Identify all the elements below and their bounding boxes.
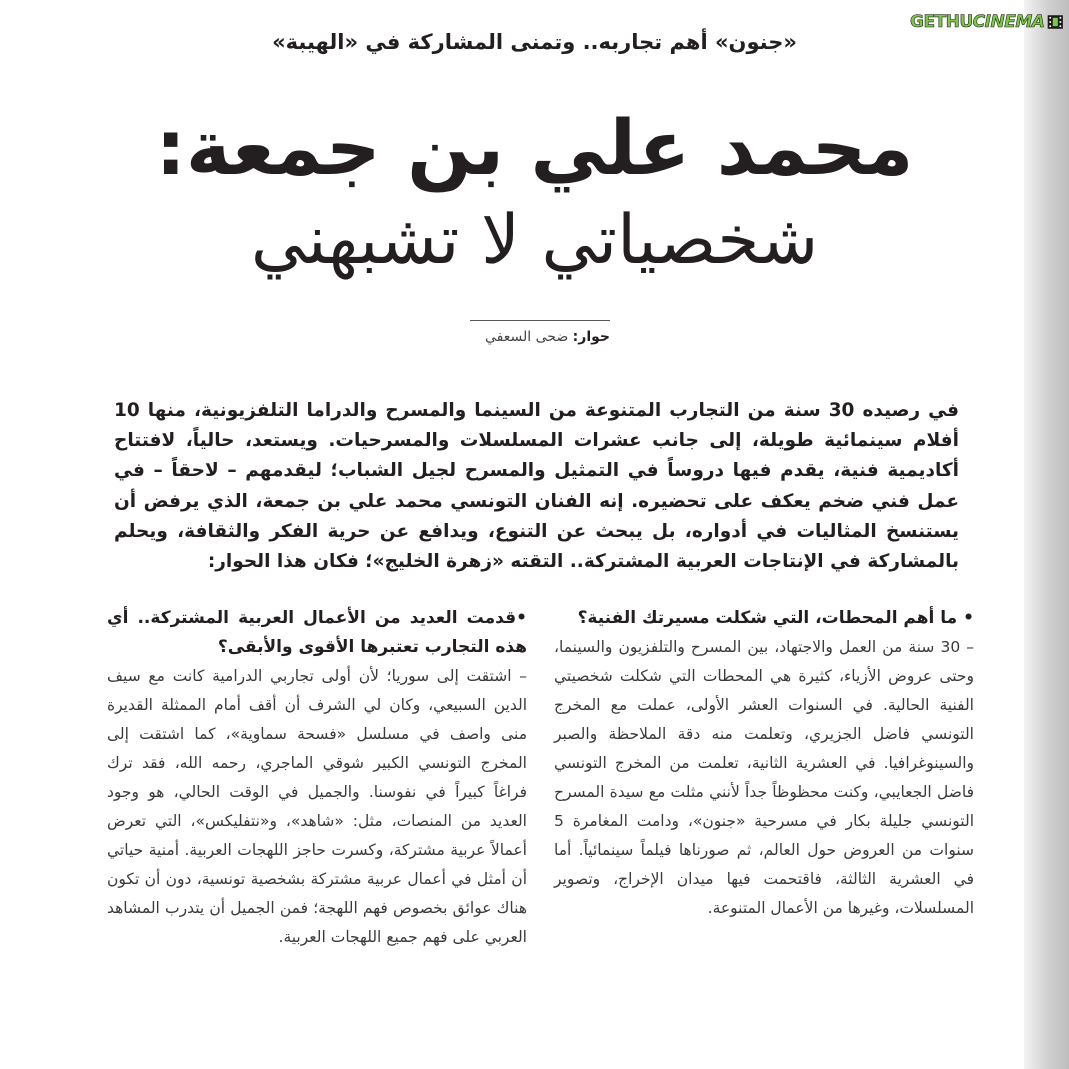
interview-column-left bbox=[107, 604, 527, 952]
interview-answer: – 30 سنة من العمل والاجتهاد، بين المسرح والتلفزيون والسينما، وحتى عروض الأزياء، كثيرة هي المحطات التي شكلت شخصيتي الفنية الحالية. في السنوات العشر الأولى، عملت مع المخرج التونسي فاضل الجزيري، وتعلمت منه دقة الملاحظة والصبر والسينوغرافيا. في العشرية الثانية، تعلمت من المخرج التونسي فاضل الجعايبي، وكنت محظوظاً جداً لأنني مثلت مع سيدة المسرح التونسي جليلة بكار في مسرحية «جنون»، ودامت المغامرة 5 سنوات من العروض حول العالم، ثم صورناها فيلماً سينمائياً. أما في العشرية الثالثة، فاقتحمت فيها ميدان الإخراج، وتصوير المسلسلات، وغيرها من الأعمال المتنوعة. bbox=[554, 638, 975, 917]
interview-answer: – اشتقت إلى سوريا؛ لأن أولى تجاربي الدرامية كانت مع سيف الدين السبيعي، وكان لي الشرف أن أقف أمام الممثلة القديرة منى واصف في مسلسل «فسحة سماوية»، كما اشتقت إلى المخرج التونسي الكبير شوقي الماجري، رحمه الله، فقد ترك فراغاً كبيراً في نفوسنا. والجميل في الوقت الحالي، هو وجود العديد من المنصات، مثل: «شاهد»، و«نتفليكس»، التي تعرض أعمالاً عربية مشتركة، وكسرت حاجز اللهجات العربية. أمنية حياتي أن أمثل في أعمال عربية مشتركة بشخصية تونسية، دون أن تكون هناك عوائق بخصوص فهم اللهجة؛ فمن الجميل أن يتدرب المشاهد العربي على فهم جميع اللهجات العربية. bbox=[107, 667, 527, 946]
article-subtitle: شخصياتي لا تشبهني bbox=[250, 201, 819, 280]
byline-author: ضحى السعفي bbox=[485, 329, 569, 345]
logo-text-cinema: CINEMA bbox=[972, 12, 1045, 32]
byline-divider bbox=[470, 320, 610, 321]
interview-question: • ما أهم المحطات، التي شكلت مسيرتك الفنية؟ bbox=[577, 608, 974, 628]
byline-label: حوار: bbox=[572, 329, 610, 345]
byline bbox=[400, 329, 610, 345]
interview-column-right bbox=[554, 604, 974, 923]
logo-text-gethu: GETHU bbox=[910, 12, 973, 32]
interview-question: •قدمت العديد من الأعمال العربية المشتركة.. أي هذه التجارب تعتبرها الأقوى والأبقى؟ bbox=[107, 608, 527, 657]
article-intro: في رصيده 30 سنة من التجارب المتنوعة من السينما والمسرح والدراما التلفزيونية، منها 10 أفلام سينمائية طويلة، إلى جانب عشرات المسلسلات والمسرحيات. ويستعد، حالياً، لافتتاح أكاديمية فنية، يقدم فيها دروساً في التمثيل والمسرح لجيل الشباب؛ ليقدمهم – لاحقاً – في عمل فني ضخم يعكف على تحضيره. إنه الفنان التونسي محمد علي بن جمعة، الذي يرفض أن يستنسخ المثاليات في أدواره، بل يبحث عن التنوع، ويدافع عن حرية الفكر والثقافة، ويحلم بالمشاركة في الإنتاجات العربية المشتركة.. التقته «زهرة الخليج»؛ فكان هذا الحوار: bbox=[114, 400, 959, 573]
article-title: محمد علي بن جمعة: bbox=[155, 103, 914, 192]
article-kicker: «جنون» أهم تجاربه.. وتمنى المشاركة في «الهيبة» bbox=[272, 30, 797, 54]
